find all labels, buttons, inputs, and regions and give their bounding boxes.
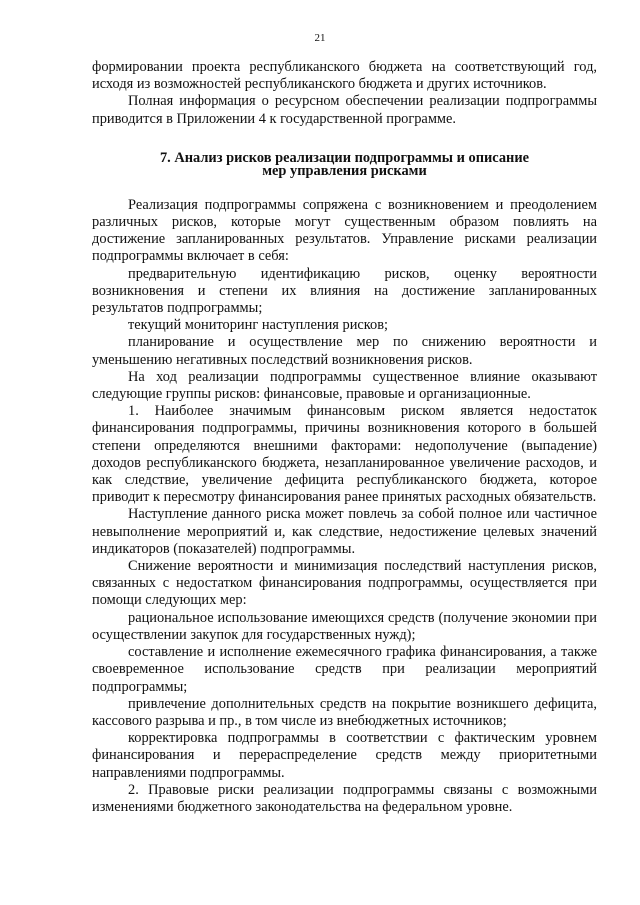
paragraph-legal-risk: 2. Правовые риски реализации подпрограммы связаны с возможными изменениями бюджетного законодательства на федеральном уровне. bbox=[92, 781, 597, 815]
paragraph-continuation: формировании проекта республиканского бюджета на соответствующий год, исходя из возможностей республиканского бюджета и других источников. bbox=[92, 59, 597, 93]
paragraph-risk-intro: Реализация подпрограммы сопряжена с возникновением и преодолением различных рисков, которые могут существенным образом повлиять на достижение запланированных результатов. Управление рисками реализации подпрограммы включает в себя: bbox=[92, 196, 597, 265]
paragraph-risk-monitoring: текущий мониторинг наступления рисков; bbox=[128, 317, 389, 334]
section-heading-line-2: мер управления рисками bbox=[262, 163, 427, 180]
paragraph-resource-info: Полная информация о ресурсном обеспечении реализации подпрограммы приводится в Приложении 4 к государственной программе. bbox=[92, 93, 597, 127]
paragraph-financial-risk: 1. Наиболее значимым финансовым риском является недостаток финансирования подпрограммы, причины возникновения которого в большей степени определяются внешними факторами: недополучение (выпадение) доходов республиканского бюджета, незапланированное увеличение расходов, и как следствие, увеличение дефицита республиканского бюджета, которое приводит к пересмотру финансирования ранее принятых расходных обязательств. bbox=[92, 403, 597, 506]
paragraph-measure-adjustment: корректировка подпрограммы в соответствии с фактическим уровнем финансирования и перераспределение средств между приоритетными направлениями подпрограммы. bbox=[92, 730, 597, 781]
paragraph-measure-additional-funds: привлечение дополнительных средств на покрытие возникшего дефицита, кассового разрыва и пр., в том числе из внебюджетных источников; bbox=[92, 695, 597, 729]
paragraph-risk-identification: предварительную идентификацию рисков, оценку вероятности возникновения и степени их влияния на достижение запланированных результатов подпрограммы; bbox=[92, 265, 597, 317]
paragraph-measure-schedule: составление и исполнение ежемесячного графика финансирования, а также своевременное использование средств при реализации мероприятий подпрограммы; bbox=[92, 644, 597, 695]
page-number: 21 bbox=[314, 32, 326, 44]
section-heading bbox=[92, 149, 597, 180]
section-heading-line-1: 7. Анализ рисков реализации подпрограммы и описание bbox=[159, 149, 530, 166]
paragraph-risk-mitigation: Снижение вероятности и минимизация последствий наступления рисков, связанных с недостатком финансирования подпрограммы, осуществляется при помощи следующих мер: bbox=[92, 558, 597, 609]
paragraph-risk-groups: На ход реализации подпрограммы существенное влияние оказывают следующие группы рисков: финансовые, правовые и организационные. bbox=[92, 368, 597, 403]
paragraph-measure-rational-use: рациональное использование имеющихся средств (получение экономии при осуществлении закупок для государственных нужд); bbox=[92, 609, 597, 643]
paragraph-risk-consequences: Наступление данного риска может повлечь за собой полное или частичное невыполнение мероприятий и, как следствие, недостижение целевых значений индикаторов (показателей) подпрограммы. bbox=[92, 506, 597, 557]
document-body bbox=[92, 59, 597, 816]
paragraph-risk-planning: планирование и осуществление мер по снижению вероятности и уменьшению негативных последствий возникновения рисков. bbox=[92, 334, 597, 368]
